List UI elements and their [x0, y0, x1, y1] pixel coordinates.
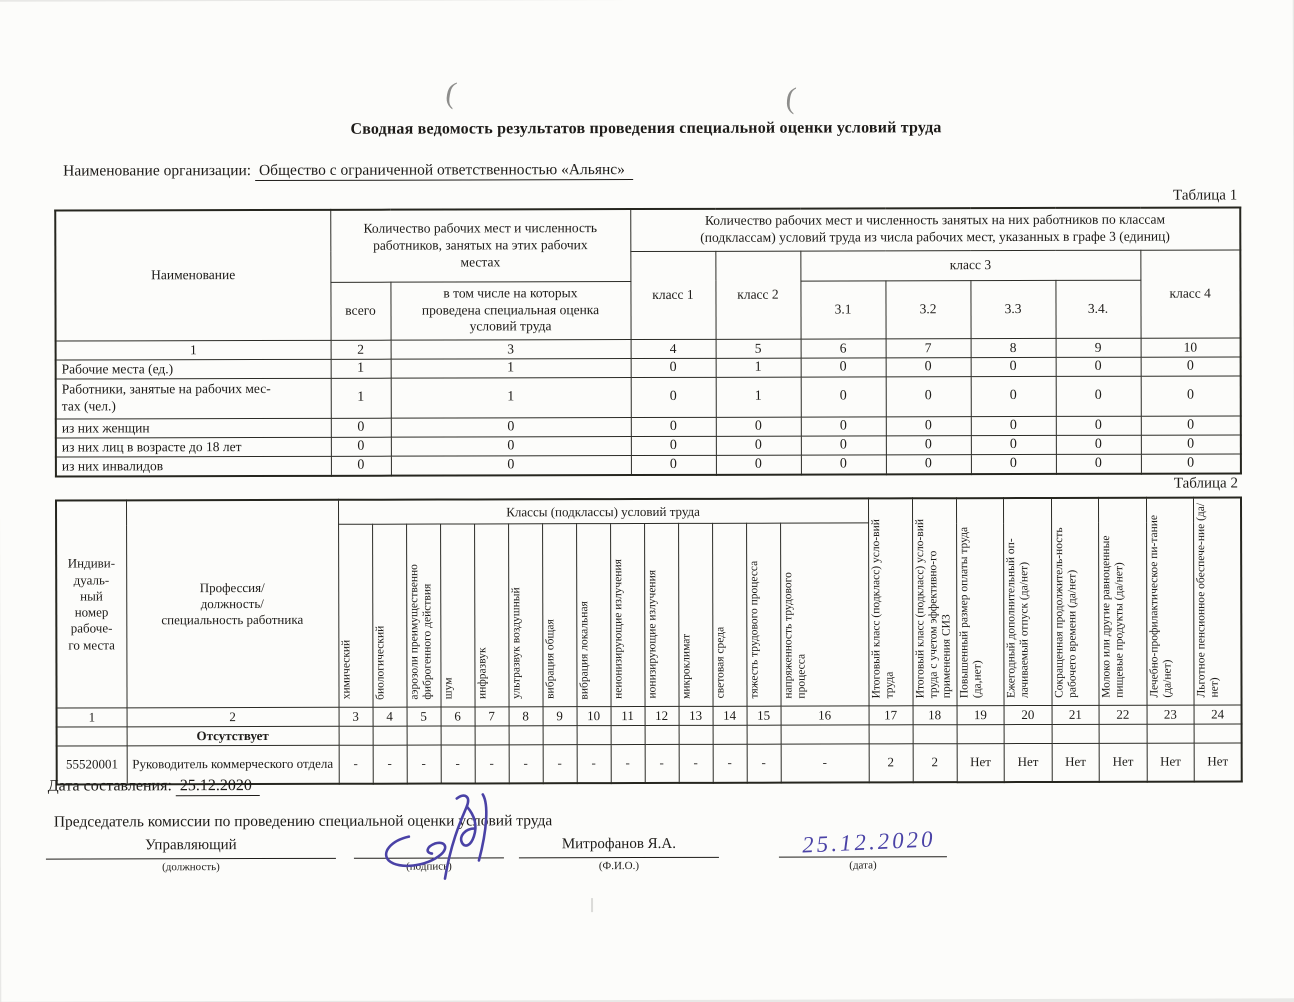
rotated-label: вибрация локальная	[577, 600, 591, 700]
date-caption: (дата)	[849, 859, 877, 872]
value-cell: 0	[716, 455, 801, 475]
col-number-cell: 4	[373, 707, 407, 726]
header-cell-including: в том числе на которых проведена специальная оценка условий труда	[390, 281, 630, 340]
value-cell: 1	[716, 358, 801, 377]
col-number-cell: 7	[886, 338, 971, 357]
signature-date-block	[779, 826, 947, 872]
header-cell-preferential-pension	[1194, 497, 1242, 705]
value-cell: 0	[971, 416, 1056, 435]
empty-cell	[1194, 724, 1242, 743]
header-cell-total: всего	[330, 282, 390, 340]
empty-cell	[1052, 724, 1100, 743]
value-cell: 0	[801, 435, 886, 454]
header-cell-class3: класс 3	[800, 250, 1140, 281]
table2-workplace-assessment	[55, 496, 1243, 785]
rotated-label: микроклимат	[679, 633, 693, 699]
factor-header-cell	[338, 524, 372, 707]
value-cell: -	[407, 745, 441, 783]
table1-workplaces-summary	[54, 206, 1242, 477]
rotated-label: Итоговый класс (подкласс) усло-вий труда	[869, 519, 896, 699]
header-cell-class1: класс 1	[630, 251, 715, 339]
col-number-cell: 7	[475, 707, 509, 726]
scan-speck	[591, 898, 593, 912]
factor-header-cell	[746, 523, 780, 706]
empty-cell	[373, 726, 407, 745]
value-cell: 0	[631, 377, 716, 417]
scan-artifact-paren-right: (	[784, 81, 798, 116]
value-cell: -	[747, 744, 781, 782]
value-cell: -	[543, 745, 577, 783]
factor-header-cell	[644, 523, 678, 706]
rotated-label: Ежегодный дополнительный оп-лачиваемый отпуск (да/нет)	[1005, 538, 1031, 699]
value-cell: 0	[1141, 356, 1241, 375]
handwritten-date: 25.12.2020	[801, 826, 937, 858]
signature-sign-block	[354, 836, 504, 872]
document-title: Сводная ведомость результатов проведения специальной оценки условий труда	[350, 119, 942, 138]
col-number-cell: 12	[645, 706, 679, 725]
header-cell-3-1: 3.1	[800, 280, 885, 338]
empty-cell	[57, 727, 127, 746]
value-cell: Нет	[1052, 743, 1100, 781]
col-number-cell: 6	[441, 707, 475, 726]
value-cell: 0	[1056, 376, 1141, 416]
header-cell-3-4: 3.4.	[1055, 280, 1140, 338]
value-cell: 0	[716, 436, 801, 455]
value-cell: 0	[1141, 375, 1241, 415]
compilation-date-value: 25.12.2020	[176, 777, 260, 796]
signature-name-block	[519, 836, 719, 873]
col-number-cell: 24	[1194, 705, 1242, 724]
header-cell-milk	[1099, 498, 1147, 706]
header-cell-class2: класс 2	[715, 251, 800, 339]
empty-cell	[407, 726, 441, 745]
factor-header-cell	[406, 524, 440, 707]
col-number-cell: 11	[611, 707, 645, 726]
value-cell: 0	[971, 376, 1056, 416]
empty-cell	[441, 726, 475, 745]
header-cell-classes-group: Классы (подклассы) условий труда	[338, 498, 868, 524]
empty-cell	[957, 725, 1005, 744]
organization-line	[63, 161, 633, 180]
empty-cell	[1004, 724, 1052, 743]
signature-position-block	[46, 837, 336, 874]
rotated-label: инфразвук	[475, 647, 489, 700]
chairman-line: Председатель комиссии по проведению специальной оценки условий труда	[53, 812, 553, 831]
factor-header-cell	[542, 524, 576, 707]
col-number-cell: 3	[391, 339, 631, 359]
col-number-cell: 5	[716, 339, 801, 358]
empty-cell	[1147, 724, 1195, 743]
value-cell: 0	[1056, 435, 1141, 454]
value-cell: 0	[331, 437, 391, 456]
col-number-cell: 9	[1056, 338, 1141, 357]
value-cell: Нет	[1004, 743, 1052, 781]
absent-label-cell: Отсутствует	[127, 726, 339, 746]
value-cell: 0	[1141, 415, 1241, 434]
value-cell: 0	[1056, 416, 1141, 435]
value-cell: 0	[631, 455, 716, 475]
col-number-cell: 23	[1147, 705, 1195, 724]
empty-cell	[509, 726, 543, 745]
profession-cell: Руководитель коммерческого отдела	[127, 745, 339, 784]
col-number-cell: 10	[577, 707, 611, 726]
date-value-line	[779, 826, 947, 858]
empty-cell	[781, 725, 869, 744]
rotated-label: Сокращенная продолжитель-ность рабочего времени (да/нет)	[1052, 527, 1079, 698]
col-number-cell: 8	[971, 338, 1056, 357]
col-number-cell: 1	[57, 708, 127, 727]
value-cell: -	[611, 745, 645, 783]
col-number-cell: 3	[339, 707, 373, 726]
rotated-label: Лечебно-профилактическое пи-тание (да/нет)	[1147, 514, 1174, 698]
value-cell: -	[475, 745, 509, 783]
header-cell-extra-leave	[1004, 498, 1052, 706]
rotated-label: Молоко или другие равноценные пищевые продукты (да/нет)	[1100, 535, 1126, 698]
value-cell: 0	[391, 436, 631, 456]
header-cell-3-2: 3.2	[885, 280, 970, 338]
rotated-label: ультразвук воздушный	[509, 587, 523, 700]
workplace-number-cell: 55520001	[57, 746, 127, 784]
empty-cell	[747, 725, 781, 744]
compilation-date-line	[48, 777, 260, 796]
col-number-cell: 10	[1141, 337, 1241, 356]
table1-header-row-1	[55, 207, 1240, 252]
factor-header-cell	[712, 523, 746, 706]
rotated-label: ионизирующие излучения	[645, 570, 659, 700]
factor-header-cell	[508, 524, 542, 707]
value-cell: 1	[716, 377, 801, 417]
table2-caption: Таблица 2	[1173, 475, 1238, 492]
value-cell: 0	[1141, 453, 1241, 473]
factor-header-cell	[576, 524, 610, 707]
col-number-cell: 2	[331, 340, 391, 359]
header-cell-class-group: Количество рабочих мест и численность занятых на них работников по классам (подклассам) условий труда из числа рабочих мест, указанных в графе 3 (единиц)	[630, 207, 1240, 251]
col-number-cell: 15	[747, 706, 781, 725]
header-cell-workplace-number: Индиви- дуаль- ный номер рабоче- го места	[56, 500, 127, 708]
value-cell: 0	[391, 417, 631, 437]
empty-cell	[713, 725, 747, 744]
header-cell-final-class	[868, 498, 913, 706]
position-value: Управляющий	[46, 837, 336, 860]
factor-header-cell	[372, 524, 406, 707]
col-number-cell: 22	[1099, 705, 1147, 724]
table1-row-workers	[56, 375, 1241, 418]
value-cell: -	[679, 744, 713, 782]
value-cell: 0	[331, 456, 391, 476]
rotated-label: тяжесть трудового процесса	[747, 560, 761, 699]
name-caption: (Ф.И.О.)	[598, 860, 640, 873]
value-cell: 0	[971, 454, 1056, 474]
value-cell: 0	[886, 416, 971, 435]
sign-caption: (подпись)	[406, 860, 452, 873]
value-cell: 0	[1056, 454, 1141, 474]
value-cell: 0	[971, 357, 1056, 376]
empty-cell	[611, 726, 645, 745]
empty-cell	[577, 726, 611, 745]
rotated-label: аэрозоли преимущественно фиброгенного действия	[407, 564, 434, 700]
name-value: Митрофанов Я.А.	[519, 836, 719, 859]
value-cell: Нет	[1099, 743, 1147, 781]
empty-cell	[475, 726, 509, 745]
value-cell: 1	[391, 358, 631, 378]
scan-artifact-paren-left: (	[443, 75, 459, 111]
rotated-label: Итоговый класс (подкласс) усло-вий труда с учетом эффективно-го применения СИЗ	[913, 518, 953, 699]
value-cell: 0	[801, 357, 886, 376]
value-cell: 0	[971, 435, 1056, 454]
empty-cell	[543, 726, 577, 745]
rotated-label: напряженность трудового процесса	[781, 572, 808, 699]
factor-header-cell	[780, 523, 869, 706]
col-number-cell: 8	[509, 707, 543, 726]
rotated-label: Льготное пенсионное обеспече-ние (да/нет)	[1195, 502, 1221, 698]
header-cell-profession: Профессия/ должность/ специальность работника	[126, 500, 339, 708]
organization-name: Общество с ограниченной ответственностью «Альянс»	[255, 161, 633, 181]
value-cell: 0	[801, 454, 886, 474]
value-cell: 0	[1141, 434, 1241, 453]
value-cell: 0	[331, 418, 391, 437]
factor-header-cell	[440, 524, 474, 707]
value-cell: 0	[631, 436, 716, 455]
empty-cell	[869, 725, 913, 744]
header-cell-count-group: Количество рабочих мест и численность работников, занятых на этих рабочих местах	[330, 209, 630, 282]
row-label-cell: из них инвалидов	[56, 456, 331, 476]
header-cell-3-3: 3.3	[970, 280, 1055, 338]
col-number-cell: 18	[913, 706, 957, 725]
row-label-cell: Работники, занятые на рабочих мес- тах (чел.)	[56, 378, 331, 419]
value-cell: -	[339, 745, 373, 783]
rotated-label: биологический	[373, 625, 387, 700]
col-number-cell: 6	[801, 338, 886, 357]
header-cell-therapeutic-food	[1146, 498, 1194, 706]
value-cell: 0	[886, 357, 971, 376]
value-cell: 0	[1056, 357, 1141, 376]
value-cell: Нет	[957, 744, 1005, 782]
position-caption: (должность)	[162, 861, 220, 874]
rotated-label: Повышенный размер оплаты труда (да,нет)	[957, 526, 984, 699]
value-cell: 0	[886, 454, 971, 474]
value-cell: -	[781, 744, 869, 782]
value-cell: -	[645, 744, 679, 782]
factor-header-cell	[678, 523, 712, 706]
empty-cell	[913, 725, 957, 744]
rotated-label: шум	[441, 677, 455, 700]
rotated-label: неионизирующие излучения	[611, 559, 625, 700]
value-cell: 0	[801, 416, 886, 435]
header-cell-increased-pay	[956, 498, 1004, 706]
col-number-cell: 9	[543, 707, 577, 726]
col-number-cell: 1	[56, 340, 331, 360]
col-number-cell: 17	[869, 706, 913, 725]
value-cell: -	[713, 744, 747, 782]
col-number-cell: 16	[781, 706, 869, 725]
value-cell: 2	[913, 744, 957, 782]
organization-label: Наименование организации:	[63, 162, 252, 180]
factor-header-cell	[610, 524, 644, 707]
header-cell-final-class-siz	[912, 498, 957, 706]
value-cell: Нет	[1194, 743, 1242, 781]
row-label-cell: Рабочие места (ед.)	[56, 359, 331, 379]
col-number-cell: 21	[1052, 705, 1100, 724]
value-cell: 0	[886, 376, 971, 416]
value-cell: -	[441, 745, 475, 783]
value-cell: -	[373, 745, 407, 783]
value-cell: 1	[331, 359, 391, 378]
col-number-cell: 5	[407, 707, 441, 726]
col-number-cell: 4	[631, 339, 716, 358]
value-cell: 0	[801, 376, 886, 416]
factor-header-cell	[474, 524, 508, 707]
col-number-cell: 2	[127, 707, 339, 727]
header-cell-class4: класс 4	[1140, 249, 1240, 337]
rotated-label: вибрация общая	[543, 619, 557, 700]
value-cell: 0	[391, 455, 631, 475]
value-cell: 1	[331, 378, 391, 418]
value-cell: 0	[631, 417, 716, 436]
col-number-cell: 13	[679, 706, 713, 725]
row-label-cell: из них женщин	[56, 418, 331, 438]
value-cell: 1	[391, 377, 631, 418]
header-cell-name: Наименование	[55, 210, 330, 341]
value-cell: -	[577, 745, 611, 783]
rotated-label: световая среда	[713, 627, 727, 699]
table2-header-row-1	[56, 497, 1241, 525]
sign-value	[354, 836, 504, 858]
value-cell: 2	[869, 744, 913, 782]
compilation-date-label: Дата составления:	[47, 777, 172, 795]
value-cell: 0	[631, 358, 716, 377]
empty-cell	[679, 725, 713, 744]
col-number-cell: 20	[1004, 705, 1052, 724]
value-cell: 0	[716, 417, 801, 436]
header-cell-reduced-hours	[1051, 498, 1099, 706]
value-cell: Нет	[1147, 743, 1195, 781]
empty-cell	[1099, 724, 1147, 743]
col-number-cell: 14	[713, 706, 747, 725]
empty-cell	[645, 725, 679, 744]
rotated-label: химический	[339, 640, 353, 700]
row-label-cell: из них лиц в возрасте до 18 лет	[56, 437, 331, 457]
value-cell: -	[509, 745, 543, 783]
empty-cell	[339, 726, 373, 745]
col-number-cell: 19	[957, 706, 1005, 725]
value-cell: 0	[886, 435, 971, 454]
table1-caption: Таблица 1	[1173, 187, 1238, 204]
table1-row-disabled	[56, 453, 1241, 476]
